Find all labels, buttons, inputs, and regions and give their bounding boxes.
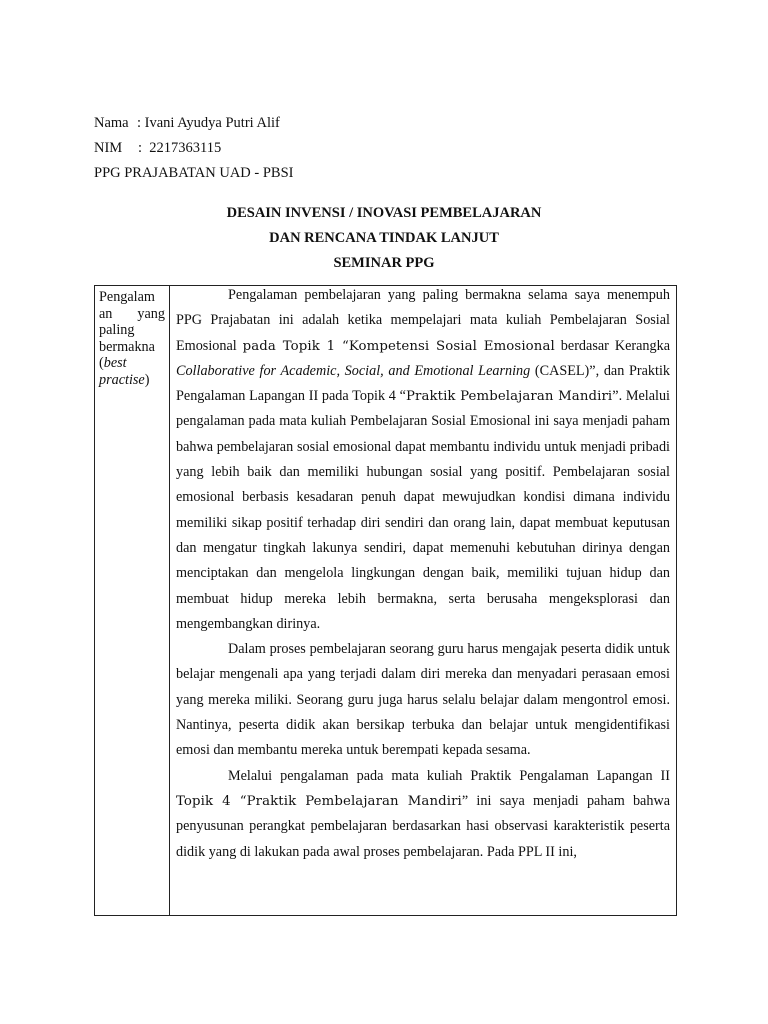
row-label-cell xyxy=(95,286,170,915)
label-line xyxy=(99,355,165,372)
para3-text: Melalui pengalaman pada mata kuliah Praktik Pengalaman Lapangan II xyxy=(228,767,670,784)
para1-text: ”. Melalui pengalaman pada mata kuliah Pembelajaran Sosial Emosional ini saya menjadi paham bahwa pembelajaran sosial emosional dapat membantu individu untuk menjadi pribadi yang lebih baik dan memiliki hubungan sosial yang positif. Pembelajaran sosial emosional berbasis kesadaran penuh dapat mewujudkan kondisi dimana individu memiliki sikap positif terhadap diri sendiri dan orang lain, dapat membuat keputusan dan mengatur tingkah lakunya sendiri, dapat memenuhi kebutuhan dirinya dengan menciptakan dan mengelola lingkungan dengan baik, memiliki tujuan hidup dan membuat hidup mereka lebih bermakna, serta berusaha mengeksplorasi dan mengembangkan dirinya. xyxy=(176,388,670,632)
para1-casel-italic: Collaborative for Academic, Social, and Emotional Learning xyxy=(176,362,531,379)
label-line xyxy=(99,372,165,389)
para1-text: berdasar Kerangka xyxy=(554,337,670,354)
label-line: Pengalam xyxy=(99,289,155,305)
row-content-cell xyxy=(170,286,676,915)
label-italic: best xyxy=(103,355,127,371)
label-italic: practise xyxy=(99,371,145,388)
paragraph-2: Dalam proses pembelajaran seorang guru harus mengajak peserta didik untuk belajar mengenali apa yang terjadi dalam diri mereka dan menyadari perasaan emosi yang mereka miliki. Seorang guru juga harus selalu belajar dalam mengontrol emosi. Nantinya, peserta didik akan bersikap terbuka dan belajar untuk mengidentifikasi emosi dan membantu mereka untuk berempati kepada sesama. xyxy=(176,641,670,759)
nim-value: : 2217363115 xyxy=(138,140,222,156)
program-line: PPG PRAJABATAN UAD - PBSI xyxy=(94,165,294,181)
nama-value: : Ivani Ayudya Putri Alif xyxy=(137,115,280,131)
para1-topic1: pada Topik 1 “Kompetensi Sosial Emosional xyxy=(242,338,555,354)
label-paren-close: ) xyxy=(144,371,150,388)
para1-text: Pengalaman pembelajaran yang paling bermakna selama saya menempuh PPG Prajabatan ini adalah ketika mempelajari mata kuliah Pembelajaran Sosial Emosional xyxy=(176,287,670,354)
paragraph-1 xyxy=(176,285,670,637)
label-paren-open: ( xyxy=(99,355,104,371)
para1-text: (CASEL)”, dan Praktik Pengalaman Lapangan II pada Topik 4 “ xyxy=(176,362,670,405)
paragraph-3 xyxy=(176,764,670,865)
label-line: bermakna xyxy=(99,338,155,355)
title-line-2: DAN RENCANA TINDAK LANJUT xyxy=(269,230,499,246)
title-line-3: SEMINAR PPG xyxy=(333,255,435,271)
label-line: an yang xyxy=(99,305,165,322)
para1-topic4: Praktik Pembelajaran Mandiri xyxy=(405,389,613,405)
content-table xyxy=(94,285,677,916)
nama-line xyxy=(94,111,293,136)
nama-label: Nama xyxy=(94,115,129,131)
nim-line xyxy=(94,136,293,161)
label-line: paling xyxy=(99,322,135,338)
para3-topic4: Topik 4 “Praktik Pembelajaran Mandiri xyxy=(176,793,462,809)
student-header xyxy=(94,111,293,186)
title-line-1: DESAIN INVENSI / INOVASI PEMBELAJARAN xyxy=(226,205,542,221)
para3-text: ” ini saya menjadi paham bahwa penyusunan perangkat pembelajaran berdasarkan hasi observasi karakteristik peserta didik yang di lakukan pada awal proses pembelajaran. Pada PPL II ini, xyxy=(176,792,670,860)
document-title xyxy=(0,201,768,276)
nim-label: NIM xyxy=(94,140,123,156)
